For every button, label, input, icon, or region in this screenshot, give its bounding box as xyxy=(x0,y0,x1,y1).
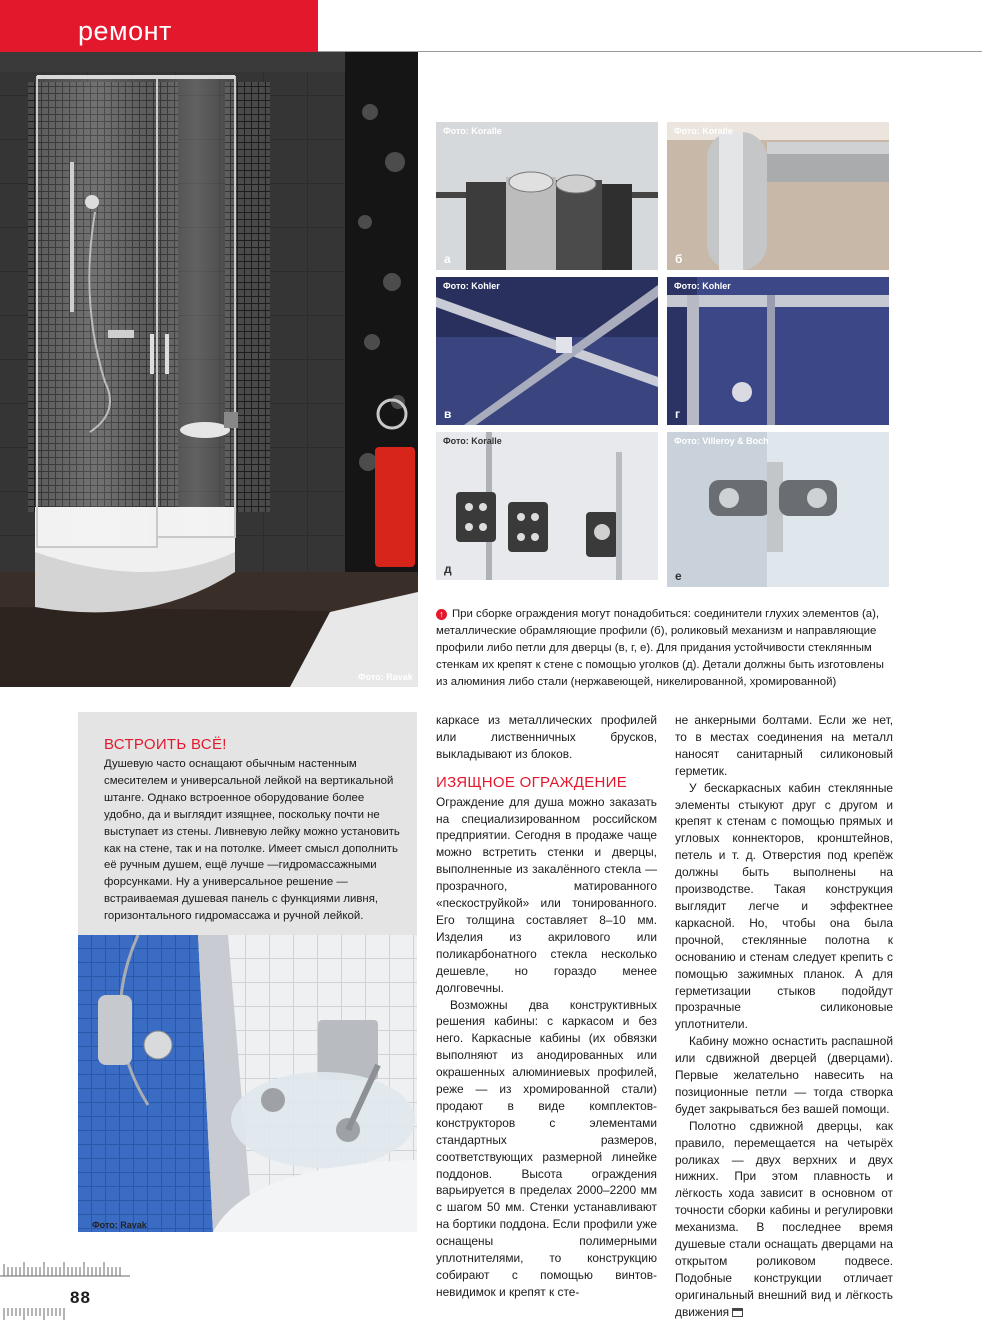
detail-photo-v-letter: в xyxy=(444,407,452,421)
article-paragraph: Кабину можно оснастить распашной или сдвижной дверцей (дверцами). Первые желательно навесить на позиционные петли — тогда створка будет закрываться без вашей помощи. xyxy=(675,1034,893,1116)
sidebar-body xyxy=(104,756,402,925)
article-last-paragraph xyxy=(675,1118,893,1321)
detail-photo-v xyxy=(436,277,658,425)
detail-photo-e-credit: Фото: Villeroy & Boch xyxy=(674,436,769,446)
roller-mechanism-illustration xyxy=(436,277,658,425)
detail-photo-d xyxy=(436,432,658,580)
shower-seat-illustration xyxy=(78,935,417,1232)
detail-photo-g xyxy=(667,277,889,425)
end-of-article-icon xyxy=(732,1308,743,1317)
shower-cabin-photo xyxy=(0,52,418,687)
connector-profile-illustration xyxy=(436,122,658,270)
detail-photo-b xyxy=(667,122,889,270)
page-number: 88 xyxy=(70,1288,91,1307)
article-column-2 xyxy=(675,712,893,1321)
seat-photo-credit: Фото: Ravak xyxy=(92,1220,147,1230)
article-column-1 xyxy=(436,712,657,1301)
article-paragraph: каркасе из металлических профилей или лиственничных брусков, выкладывают из блоков. xyxy=(436,713,657,761)
photo-caption xyxy=(436,606,886,691)
article-paragraph: У бескаркасных кабин стеклянные элементы стыкуют друг с другом и крепят к стенам с помощью прямых и угловых коннекторов, кронштейнов, петель и т. д. Отверстия под крепёж должны быть выполнены на производстве. Такая конструкция выглядит легче и эффектнее каркасной. Но, чтобы она была прочной, стеклянные полотна к основанию и стенам следует крепить с помощью зажимных планок. А для герметизации стыков подойдут прозрачные силиконовые уплотнители. xyxy=(675,780,893,1032)
wall-bracket-illustration xyxy=(436,432,658,580)
guide-profile-illustration xyxy=(667,277,889,425)
detail-photo-g-letter: г xyxy=(675,407,680,421)
detail-photo-a xyxy=(436,122,658,270)
shower-seat-photo xyxy=(78,935,417,1232)
frame-profile-illustration xyxy=(667,122,889,270)
detail-photo-d-letter: д xyxy=(444,562,452,576)
article-paragraph: Ограждение для душа можно заказать на специализированном российском предприятии. Сегодня в продаже чаще можно встретить стенки и дверцы, выполненные из закалённого стекла — прозрачного, матированного «пескоструйкой» или тонированного. Его толщина составляет 8–10 мм. Изделия из акрилового или поликарбонатного стекла несколько дешевле, но гораздо менее долговечны. xyxy=(436,794,657,995)
detail-photo-a-letter: а xyxy=(444,252,451,266)
photo-caption-text: При сборке ограждения могут понадобиться: соединители глухих элементов (а), металлические обрамляющие профили (б), роликовый механизм и направляющие профили либо петли для дверцы (в, г, е). Для придания устойчивости стеклянным стенкам их крепят к стене с помощью уголков (д). Детали должны быть изготовлены из алюминия либо стали (нержавеющей, никелированной, хромированной) xyxy=(436,608,884,688)
section-title: ремонт xyxy=(78,16,172,46)
shower-cabin-illustration xyxy=(0,52,418,687)
article-paragraph: Возможны два конструктивных решения кабины: с каркасом и без него. Каркасные кабины (их обвязки выполняют из анодированных или окрашенных алюминиевых профилей, реже — из хромированной стали) продают в виде комплектов-конструкторов с элементами стандартных размеров, соответствующих размерной линейке поддонов. Высота ограждения варьируется в пределах 2000–2200 мм с шагом 50 мм. Стенки устанавливают на бортики поддона. Если профили уже оснащены полимерными уплотнителями, то конструкцию собирают с помощью винтов-невидимок и крепят к сте- xyxy=(436,997,657,1299)
sidebar-paragraph: Душевую часто оснащают обычным настенным смесителем и универсальной лейкой на вертикальной штанге. Однако встроенное оборудование более удобно, да и выглядит изящнее, поскольку почти не выступает из стены. Ливневую лейку можно установить как на стене, так и на потолке. Имеет смысл дополнить её ручным душем, ещё лучше —гидромассажными форсунками. Ну а универсальное решение — встраиваемая душевая панель с функциями ливня, горизонтального гидромассажа и ручной лейкой. xyxy=(104,758,400,923)
detail-photo-d-credit: Фото: Koralle xyxy=(443,436,502,446)
detail-photo-a-credit: Фото: Koralle xyxy=(443,126,502,136)
article-paragraph: Полотно сдвижной дверцы, как правило, перемещается на четырёх роликах — двух верхних и двух нижних. При этом плавность и лёгкость хода зависит в основном от точности сборки кабины и регулировки механизма. В последнее время душевые стали оснащать дверцами на открытом роликовом подвесе. Подобные конструкции отличает оригинальный внешний вид и лёгкость движения xyxy=(675,1118,893,1319)
arrow-up-icon: ↑ xyxy=(436,609,447,620)
detail-photo-g-credit: Фото: Kohler xyxy=(674,281,731,291)
detail-photo-b-letter: б xyxy=(675,252,683,266)
article-subheading: ИЗЯЩНОЕ ОГРАЖДЕНИЕ xyxy=(436,773,628,791)
detail-photo-e xyxy=(667,432,889,587)
main-photo-credit: Фото: Ravak xyxy=(358,672,413,682)
detail-photo-b-credit: Фото: Koralle xyxy=(674,126,733,136)
article-paragraph: не анкерными болтами. Если же нет, то в местах соединения на металл наносят санитарный силиконовый герметик. xyxy=(675,713,893,778)
detail-photo-v-credit: Фото: Kohler xyxy=(443,281,500,291)
door-hinge-illustration xyxy=(667,432,889,587)
detail-photo-e-letter: е xyxy=(675,569,682,583)
sidebar-title: ВСТРОИТЬ ВСЁ! xyxy=(104,736,227,753)
